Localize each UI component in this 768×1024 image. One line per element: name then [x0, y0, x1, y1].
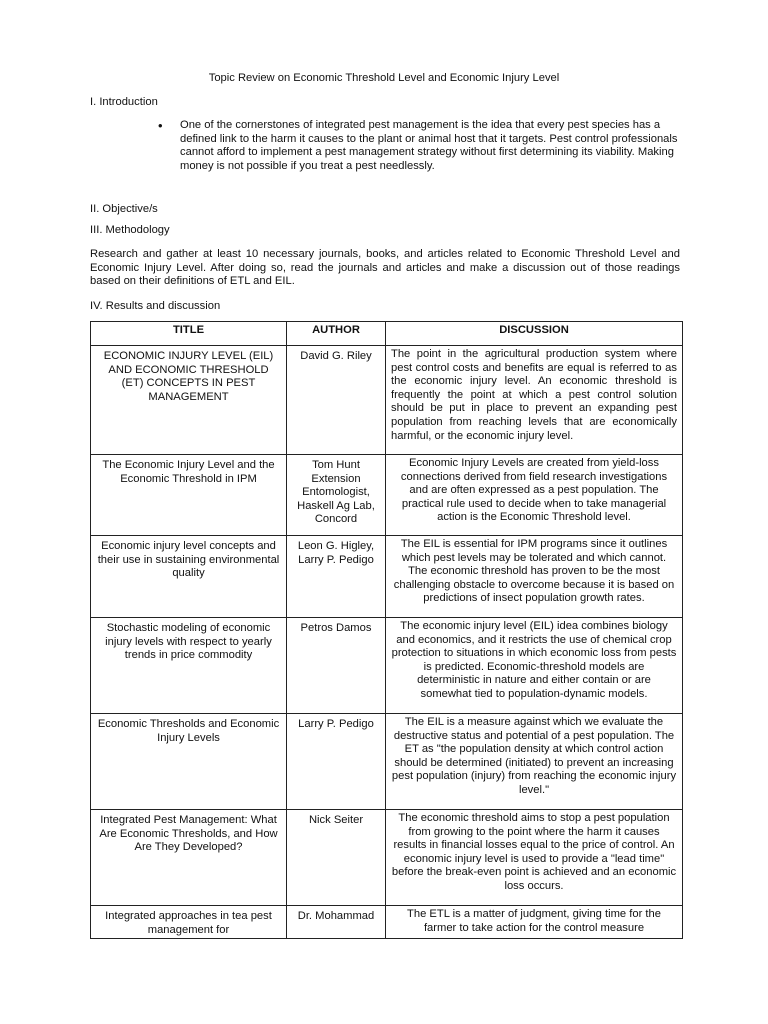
table-row: [91, 810, 683, 906]
document-title: Topic Review on Economic Threshold Level and Economic Injury Level: [208, 72, 560, 84]
table-header-row: [91, 322, 683, 346]
row-author: Petros Damos: [287, 618, 386, 714]
row-title: Integrated Pest Management: What Are Economic Thresholds, and How Are They Developed?: [91, 810, 287, 906]
row-author: Larry P. Pedigo: [287, 714, 386, 810]
intro-bullet-text: One of the cornerstones of integrated pest management is the idea that every pest species has a defined link to the harm it causes to the plant or animal host that it targets. Pest control professionals cannot afford to implement a pest management strategy without first determining its viability. Making money is not possible if you treat a pest needlessly.: [180, 119, 678, 172]
header-title: TITLE: [91, 322, 287, 346]
methodology-paragraph: Research and gather at least 10 necessary journals, books, and articles related to Economic Threshold Level and Economic Injury Level. After doing so, read the journals and articles and make a discussion out of those readings based on their definitions of ETL and EIL.: [90, 248, 680, 288]
row-author: Tom Hunt Extension Entomologist, Haskell Ag Lab, Concord: [287, 455, 386, 536]
row-title: Stochastic modeling of economic injury levels with respect to yearly trends in price commodity: [91, 618, 287, 714]
intro-bullet-item: [158, 119, 683, 173]
table-row: [91, 346, 683, 455]
row-author: David G. Riley: [287, 346, 386, 455]
section-objectives-heading: II. Objective/s: [90, 203, 158, 215]
bullet-icon: •: [158, 118, 163, 133]
row-discussion: The EIL is essential for IPM programs since it outlines which pest levels may be tolerated and which cannot. The economic threshold has proven to be the most challenging obstacle to overcome because it is based on predictions of insect population growth rates.: [386, 536, 683, 618]
header-discussion: DISCUSSION: [386, 322, 683, 346]
row-title: The Economic Injury Level and the Economic Threshold in IPM: [91, 455, 287, 536]
table-row: [91, 536, 683, 618]
row-title: Integrated approaches in tea pest management for: [91, 906, 287, 939]
row-discussion: The ETL is a matter of judgment, giving time for the farmer to take action for the control measure: [386, 906, 683, 939]
header-author: AUTHOR: [287, 322, 386, 346]
row-title: Economic injury level concepts and their use in sustaining environmental quality: [91, 536, 287, 618]
row-author: Nick Seiter: [287, 810, 386, 906]
row-discussion: The economic injury level (EIL) idea combines biology and economics, and it restricts the use of chemical crop protection to situations in which economic loss from pests is predicted. Economic-threshold models are deterministic in nature and either contain or are somewhat tied to population-dynamic models.: [386, 618, 683, 714]
table-row: [91, 618, 683, 714]
row-discussion: Economic Injury Levels are created from yield-loss connections derived from field research investigations and are often expressed as a pest population. The practical rule used to decide when to take managerial action is the Economic Threshold level.: [386, 455, 683, 536]
row-title: Economic Thresholds and Economic Injury Levels: [91, 714, 287, 810]
row-discussion: The EIL is a measure against which we evaluate the destructive status and potential of a pest population. The ET as "the population density at which control action should be determined (initiated) to prevent an increasing pest population (injury) from reaching the economic injury level.": [386, 714, 683, 810]
table-row: [91, 714, 683, 810]
review-table: [90, 321, 683, 939]
row-discussion: The economic threshold aims to stop a pest population from growing to the point where the harm it causes results in financial losses equal to the price of control. An economic injury level is used to provide a "lead time" before the break-even point is achieved and an economic loss occurs.: [386, 810, 683, 906]
section-results-heading: IV. Results and discussion: [90, 300, 221, 312]
table-row: [91, 906, 683, 939]
row-author: Dr. Mohammad: [287, 906, 386, 939]
row-discussion: The point in the agricultural production system where pest control costs and benefits are equal is referred to as the economic injury level. An economic threshold is frequently the point at which a pest control solution should be put in place to prevent an expanding pest population from reaching levels that are economically harmful, or the economic injury level.: [386, 346, 683, 455]
row-author: Leon G. Higley, Larry P. Pedigo: [287, 536, 386, 618]
table-row: [91, 455, 683, 536]
row-title: ECONOMIC INJURY LEVEL (EIL) AND ECONOMIC THRESHOLD (ET) CONCEPTS IN PEST MANAGEMENT: [91, 346, 287, 455]
section-methodology-heading: III. Methodology: [90, 224, 170, 236]
section-introduction-heading: I. Introduction: [90, 96, 158, 108]
